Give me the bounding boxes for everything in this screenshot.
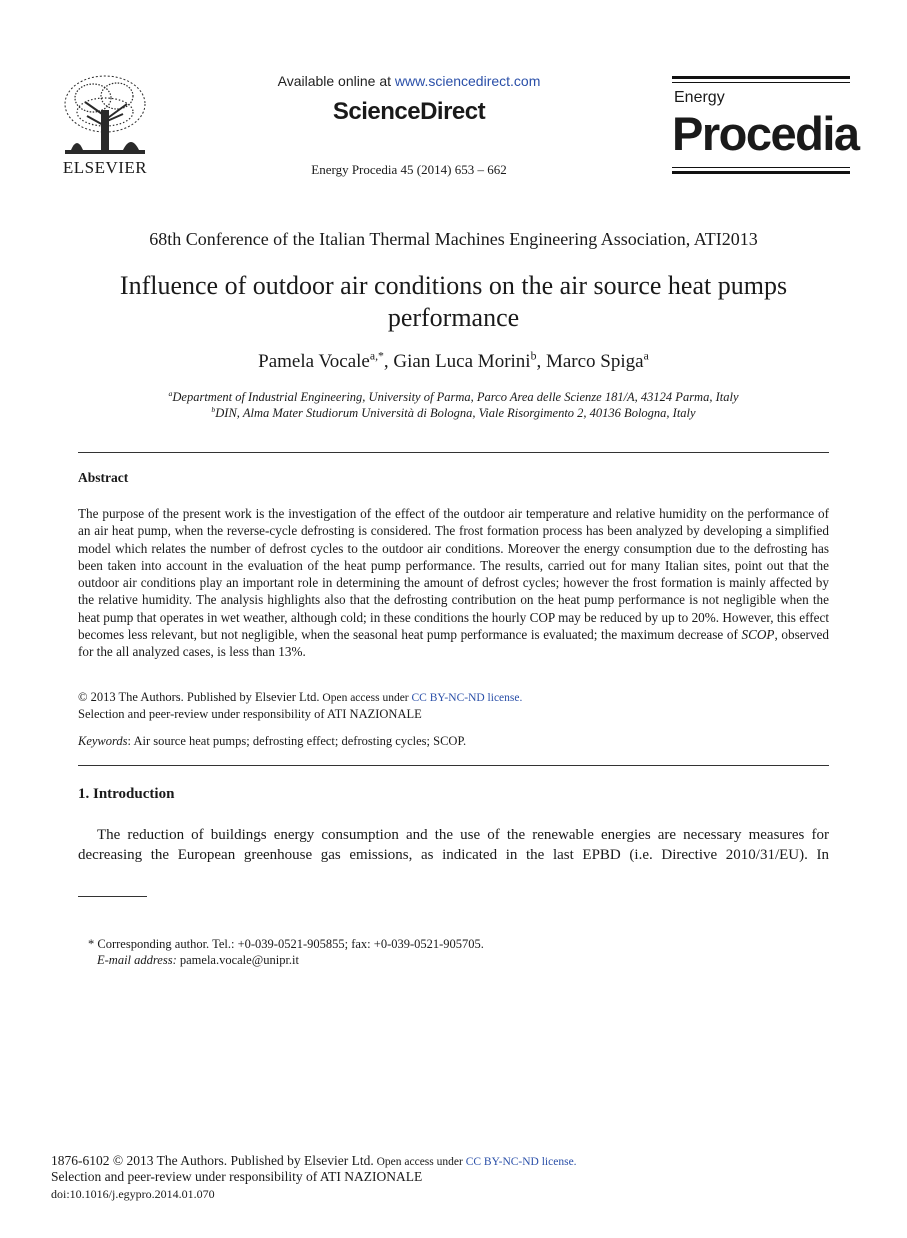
- email-note: [97, 953, 299, 968]
- journal-logo-bottom-rule-thin: [672, 167, 850, 168]
- abstract-bottom-rule: [78, 765, 829, 766]
- author-name: Marco Spiga: [545, 351, 644, 372]
- journal-logo-top-rule: [672, 76, 850, 79]
- journal-name-small: Energy: [674, 89, 725, 106]
- author-affiliation-mark: a: [643, 349, 649, 363]
- author-name: Gian Luca Morini: [393, 351, 531, 372]
- abstract-top-rule: [78, 452, 829, 453]
- platform-name: ScienceDirect: [332, 98, 486, 125]
- available-prefix: Available online at: [277, 73, 395, 89]
- journal-logo: [672, 76, 859, 178]
- journal-citation: Energy Procedia 45 (2014) 653 – 662: [311, 162, 507, 177]
- keywords-text: : Air source heat pumps; defrosting effect; defrosting cycles; SCOP.: [127, 734, 467, 748]
- license-link[interactable]: CC BY-NC-ND license.: [411, 692, 523, 704]
- author-list: Pamela Vocale$^{a,*}$, Gian Luca Morini$^b$, Marco Spiga$^a$: [258, 349, 649, 372]
- footnote-rule: [78, 896, 147, 897]
- publisher-name: ELSEVIER: [62, 158, 148, 177]
- author-affiliation-mark: b: [530, 349, 537, 363]
- sciencedirect-url-link[interactable]: www.sciencedirect.com: [394, 73, 541, 89]
- journal-logo-top-rule-thin: [672, 82, 850, 83]
- paper-title-line-2: performance: [387, 303, 520, 332]
- conference-name: 68th Conference of the Italian Thermal Machines Engineering Association, ATI2013: [149, 229, 758, 249]
- journal-logo-bottom-rule: [672, 171, 850, 174]
- author-name: Pamela Vocale: [258, 351, 370, 372]
- footer-peer-review: Selection and peer-review under responsibility of ATI NAZIONALE: [51, 1169, 423, 1184]
- elsevier-logo: [55, 72, 155, 180]
- journal-name-big: Procedia: [672, 107, 859, 160]
- corresponding-author-note: * Corresponding author. Tel.: +0-039-0521-905855; fax: +0-039-0521-905705.: [88, 937, 484, 951]
- paper-title-line-1: Influence of outdoor air conditions on the air source heat pumps: [119, 271, 788, 300]
- section-heading: 1. Introduction: [78, 786, 175, 802]
- keywords-label: Keywords: [78, 734, 128, 748]
- available-online: [230, 73, 588, 89]
- abstract-heading: Abstract: [78, 470, 129, 485]
- footer-issn-line: 1876-6102 © 2013 The Authors. Published by Elsevier Ltd. Open access under CC BY-NC-ND license.: [51, 1153, 577, 1168]
- email-address: pamela.vocale@unipr.it: [176, 953, 299, 967]
- intro-paragraph: The reduction of buildings energy consumption and the use of the renewable energies are necessary measures for decreasing the European greenhouse gas emissions, as indicated in the last EPBD (i.e. Directive 2010/31/EU). In: [78, 827, 829, 863]
- abstract-peer-review: Selection and peer-review under responsibility of ATI NAZIONALE: [78, 707, 422, 721]
- paper-title: [40, 270, 867, 334]
- footer-doi: doi:10.1016/j.egypro.2014.01.070: [51, 1187, 215, 1201]
- keywords: [78, 734, 466, 749]
- footer-license-link[interactable]: CC BY-NC-ND license.: [465, 1156, 577, 1168]
- affiliations: [40, 389, 867, 421]
- author-affiliation-mark: a,*: [369, 349, 384, 363]
- abstract-body: The purpose of the present work is the investigation of the effect of the outdoor air temperature and relative humidity on the performance of an air heat pump, when the reverse-cycle defrosting is considered. The frost formation process has been analyzed by developing a simplified model which relates the number of defrost cycles to the outdoor air conditions. Moreover the energy consumption due to the defrosting has been taken into account in the evaluation of the heat pump performance. The results, carried out for many Italian sites, point out that the outdoor air conditions play an important role in determining the amount of defrost cycles; however the frost formation is mainly affected by the relative humidity. The analysis highlights also that the defrosting contribution on the heat pump performance is not negligible when the heat pump that operates in wet weather, although cold; in these conditions the hourly COP may be reduced by up to 20%. However, this effect becomes less relevant, but not negligible, when the seasonal heat pump performance is evaluated; the maximum decrease of SCOP, observed for the all analyzed cases, is less than 13%.: [78, 506, 829, 660]
- affiliation-line: $^b$DIN, Alma Mater Studiorum Università di Bologna, Viale Risorgimento 2, 40136 Bologna, Italy: [211, 404, 696, 420]
- elsevier-tree-icon: [57, 72, 153, 162]
- abstract-copyright: © 2013 The Authors. Published by Elsevier Ltd. Open access under CC BY-NC-ND license.: [78, 690, 523, 704]
- email-label: E-mail address:: [97, 953, 177, 967]
- affiliation-line: $^a$Department of Industrial Engineering, University of Parma, Parco Area delle Scienze 181/A, 43124 Parma, Italy: [168, 388, 739, 404]
